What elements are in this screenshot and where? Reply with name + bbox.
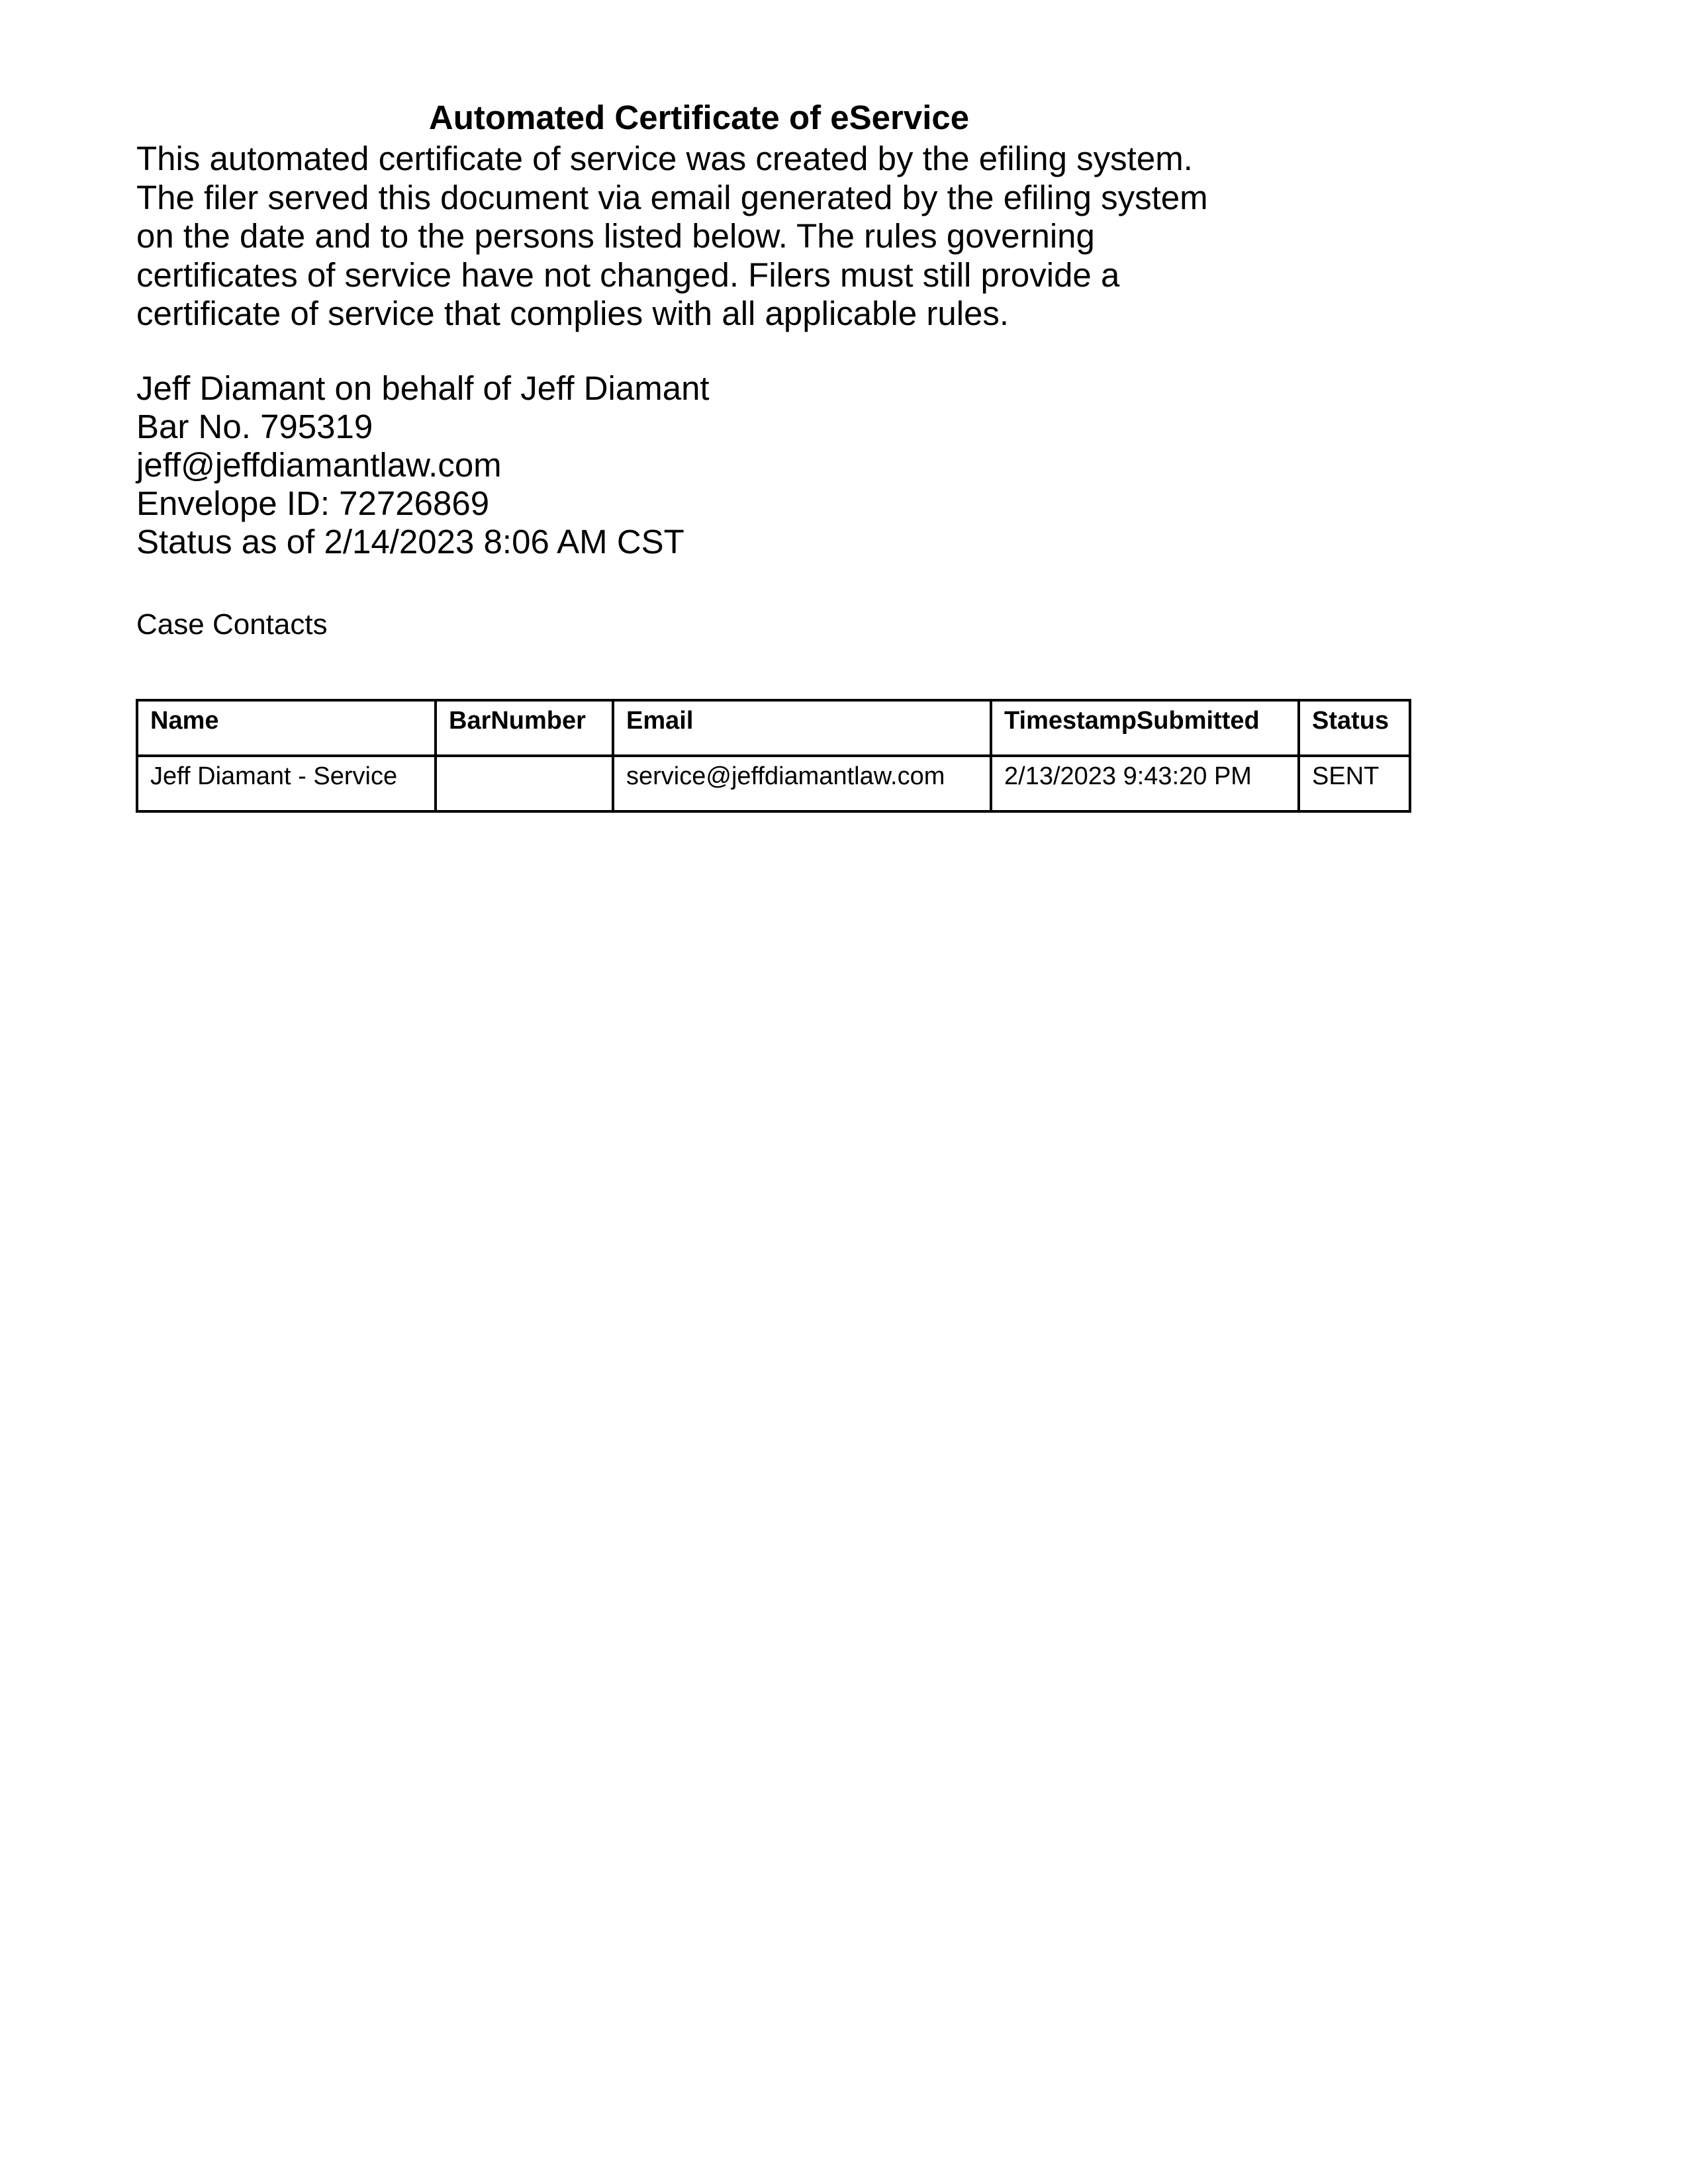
column-header-email: Email <box>613 700 991 756</box>
intro-line: certificates of service have not changed. Filers must still provide a <box>136 255 1120 294</box>
intro-line: on the date and to the persons listed below. The rules governing <box>136 217 1095 255</box>
cell-status: SENT <box>1299 756 1410 811</box>
intro-line: This automated certificate of service was created by the efiling system. <box>136 140 1193 177</box>
cell-timestamp: 2/13/2023 9:43:20 PM <box>991 756 1299 811</box>
filer-email: jeff@jeffdiamantlaw.com <box>136 446 502 484</box>
envelope-id: Envelope ID: 72726869 <box>136 484 490 522</box>
table-row <box>137 756 1410 811</box>
intro-line: certificate of service that complies with all applicable rules. <box>136 295 1009 332</box>
table-header-row <box>137 700 1410 756</box>
bar-number: Bar No. 795319 <box>136 408 373 445</box>
filer-info <box>136 369 1460 561</box>
column-header-barnumber: BarNumber <box>436 700 613 756</box>
filer-name: Jeff Diamant on behalf of Jeff Diamant <box>136 369 710 407</box>
case-contacts-table <box>136 699 1411 813</box>
cell-email: service@jeffdiamantlaw.com <box>613 756 991 811</box>
column-header-name: Name <box>137 700 436 756</box>
intro-paragraph <box>136 140 1460 334</box>
document-title: Automated Certificate of eService <box>428 99 970 136</box>
cell-name: Jeff Diamant - Service <box>137 756 436 811</box>
column-header-status: Status <box>1299 700 1410 756</box>
column-header-timestamp: TimestampSubmitted <box>991 700 1299 756</box>
intro-line: The filer served this document via email generated by the efiling system <box>136 178 1208 216</box>
status-timestamp: Status as of 2/14/2023 8:06 AM CST <box>136 523 684 561</box>
case-contacts-heading: Case Contacts <box>136 608 328 641</box>
cell-barnumber <box>436 756 613 811</box>
